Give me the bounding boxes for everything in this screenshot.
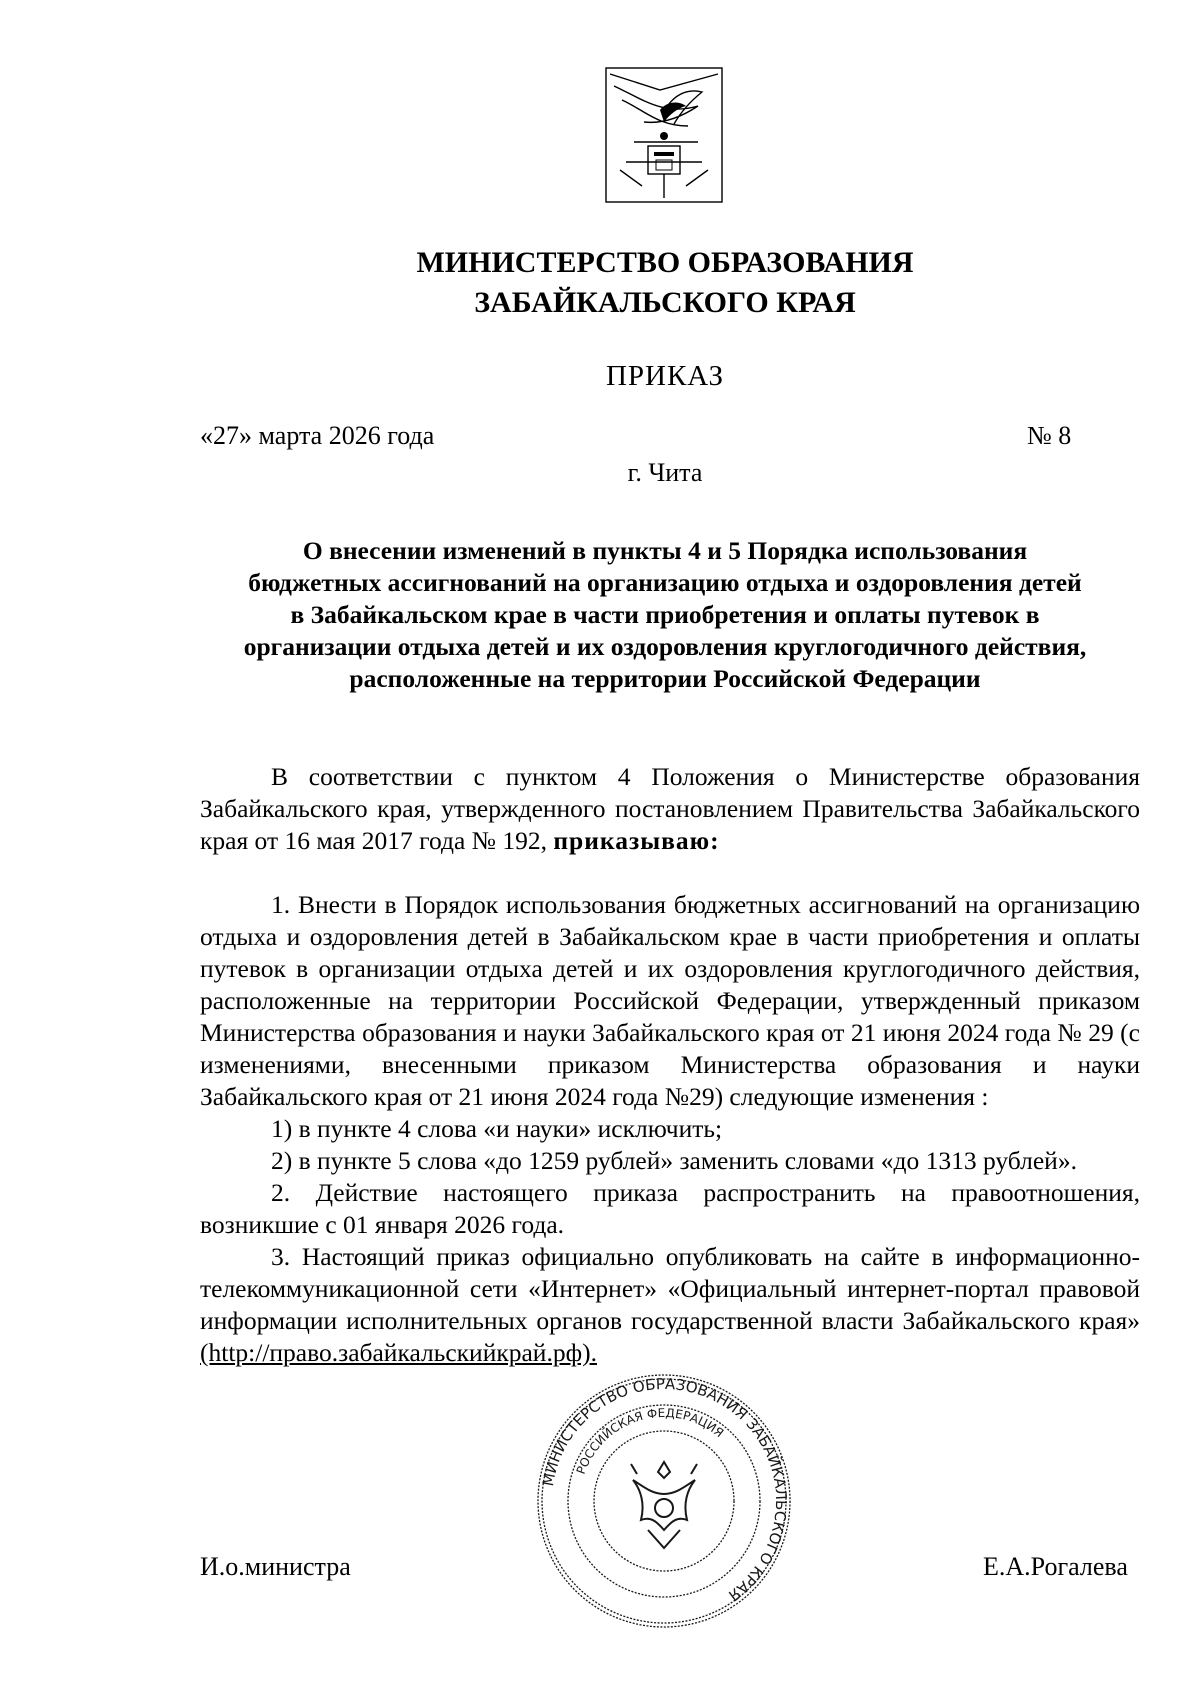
preamble-text: В соответствии с пунктом 4 Положения о Министерстве образования Забайкальского края, утвержденного постановлением Правительства Забайкальского края от 16 мая 2017 года № 192, — [200, 762, 1140, 855]
clause-2: 2. Действие настоящего приказа распространить на правоотношения, возникшие с 01 января 2026 года. — [200, 1178, 1140, 1239]
order-subject-heading — [195, 535, 1135, 695]
ministry-line-2: ЗАБАЙКАЛЬСКОГО КРАЯ — [474, 286, 856, 319]
signature-name: Е.А.Рогалева — [983, 1552, 1128, 1581]
heading-line: расположенные на территории Российской Федерации — [349, 664, 981, 693]
signature-role: И.о.министра — [200, 1552, 351, 1581]
official-seal-stamp-icon — [533, 1370, 795, 1632]
stamp-outer-text: МИНИСТЕРСТВО ОБРАЗОВАНИЯ ЗАБАЙКАЛЬСКОГО КРАЯ — [538, 1374, 791, 1605]
stamp-inner-text: РОССИЙСКАЯ ФЕДЕРАЦИЯ — [573, 1405, 727, 1477]
preamble-command: приказываю: — [553, 826, 720, 855]
order-clauses — [200, 889, 1140, 1369]
heading-line: бюджетных ассигнований на организацию отдыха и оздоровления детей — [248, 568, 1082, 597]
clause-3-text: 3. Настоящий приказ официально опубликовать на сайте в информационно-телекоммуникационной сети «Интернет» «Официальный интернет-портал правовой информации исполнительных органов государственной власти Забайкальского края» — [200, 1242, 1140, 1335]
order-date: «27» марта 2026 года — [200, 421, 435, 450]
preamble — [200, 761, 1140, 857]
heading-line: в Забайкальском крае в части приобретения и оплаты путевок в — [290, 600, 1040, 629]
clause-1: 1. Внести в Порядок использования бюджетных ассигнований на организацию отдыха и оздоровления детей в Забайкальском крае в части приобретения и оплаты путевок в организации отдыха детей и их оздоровления круглогодичного действия, расположенные на территории Российской Федерации, утвержденный приказом Министерства образования и науки Забайкальского края от 21 июня 2024 года № 29 (с изменениями, внесенными приказом Министерства образования и науки Забайкальского края от 21 июня 2024 года №29) следующие изменения : — [200, 890, 1140, 1111]
ministry-line-1: МИНИСТЕРСТВО ОБРАЗОВАНИЯ — [416, 246, 914, 279]
coat-of-arms-icon — [604, 66, 724, 204]
heading-line: О внесении изменений в пункты 4 и 5 Порядка использования — [302, 536, 1028, 565]
ministry-name — [0, 243, 1200, 323]
clause-3 — [200, 1241, 1140, 1369]
legal-portal-link[interactable]: (http://право.забайкальскийкрай.рф). — [200, 1338, 597, 1367]
order-city: г. Чита — [627, 458, 703, 487]
clause-1-item-2: 2) в пункте 5 слова «до 1259 рублей» заменить словами «до 1313 рублей». — [271, 1146, 1077, 1175]
order-number: № 8 — [1027, 421, 1072, 450]
clause-1-item-1: 1) в пункте 4 слова «и науки» исключить; — [271, 1114, 723, 1143]
heading-line: организации отдыха детей и их оздоровления круглогодичного действия, — [243, 632, 1087, 661]
document-type: ПРИКАЗ — [605, 360, 725, 392]
